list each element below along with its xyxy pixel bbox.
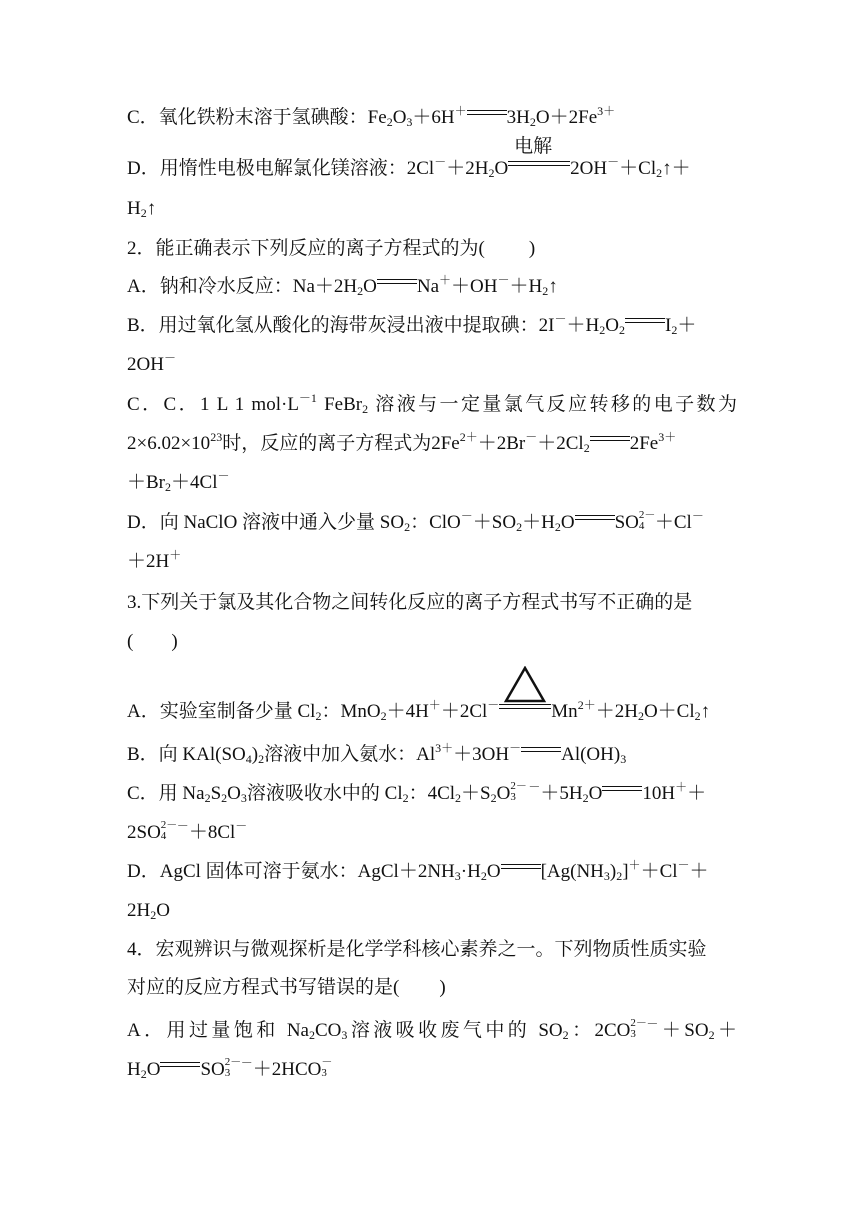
q3-option-d: D．AgCl 固体可溶于氨水：$AgCl+2NH_3\cdot H_2O$ $[Ag(NH_3)_2]^++Cl^-+$ (127, 858, 709, 883)
q4-option-a-cont: $H_2O$ SO 2－ 3 －＋2HCO － 3 (127, 1056, 333, 1081)
equals-sign (467, 108, 507, 120)
q3-stem: 3.下列关于氯及其化合物之间转化反应的离子方程式书写不正确的是 (127, 592, 693, 613)
q4-stem: 4．宏观辨识与微观探析是化学学科核心素养之一。下列物质性质实验 (127, 939, 707, 960)
q3-option-c-cont: 2SO 2－ 4 －＋8Cl－ (127, 819, 248, 843)
q2-option-c: C．C．1 L 1 $mol\cdot L^{-1}$ FeBr$_2$ 溶液与一定量氯气反应转移的电子数为 (127, 391, 737, 416)
q1-option-c: C．氧化铁粉末溶于氢碘酸：$Fe_2O_3+6H^+$ $3H_2O+2Fe^{3+}$ (127, 104, 616, 129)
q4-stem-cont: 对应的反应方程式书写错误的是( ) (127, 977, 446, 998)
q3-option-d-cont: $2H_2O$ (127, 900, 170, 922)
q3-option-b: B．向 $KAl(SO_4)_2$溶液中加入氨水：$Al^{3+}+3OH^-$ $Al(OH)_3$ (127, 741, 627, 766)
electrolysis-sign: 电解 (508, 159, 570, 171)
q2-option-d-cont: ＋2H＋ (127, 548, 182, 572)
heating-sign (499, 702, 551, 714)
q1-option-d: D．用惰性电极电解氯化镁溶液：$2Cl^-+2H_2O$ 电解 $2OH^-+Cl_2↑+$ (127, 136, 691, 180)
q3-option-a: A．实验室制备少量 $Cl_2$：MnO$_2$＋4H＋＋2Cl－ $Mn^{2+}+2H_2O+Cl_2↑$ (127, 702, 737, 721)
q1-option-d-cont: $H_2↑$ (127, 198, 157, 220)
q2-option-b: B．用过氧化氢从酸化的海带灰浸出液中提取碘：$2I^-+H_2O_2$ $I_2+$ (127, 312, 697, 337)
q3-stem-cont: ( ) (127, 631, 178, 652)
q3-option-c: C．用 $Na_2S_2O_3$溶液吸收水中的 $Cl_2$：$4Cl_2+S_2O$ 2－ 3 $^-+5H_2O$ 10H＋＋ (127, 780, 707, 805)
q2-option-c-cont: $2\times 6.02\times 10^{23}$时，反应的离子方程式为$2Fe^{2+}+2Br^-+2Cl_2$ $2Fe^{3+}$ (127, 430, 677, 455)
q2-option-a: A．钠和冷水反应：$Na+2H_2O$ $Na^++OH^-+H_2↑$ (127, 273, 558, 298)
q2-option-b-cont: 2OH－ (127, 351, 176, 375)
q2-stem: 2．能正确表示下列反应的离子方程式的为( ) (127, 238, 536, 259)
q4-option-a: A．用过量饱和 $Na_2CO_3$溶液吸收废气中的 $SO_2$：2CO 2－ 3 $^-+SO_2+$ (127, 1017, 737, 1042)
q2-option-c-cont2: $+Br_2+4Cl^-$ (127, 469, 230, 494)
triangle-icon (503, 666, 547, 704)
q2-option-d: D．向 NaClO 溶液中通入少量 $SO_2$：$ClO^-+SO_2+H_2O$ SO 2－ 4 ＋Cl－ (127, 509, 704, 534)
